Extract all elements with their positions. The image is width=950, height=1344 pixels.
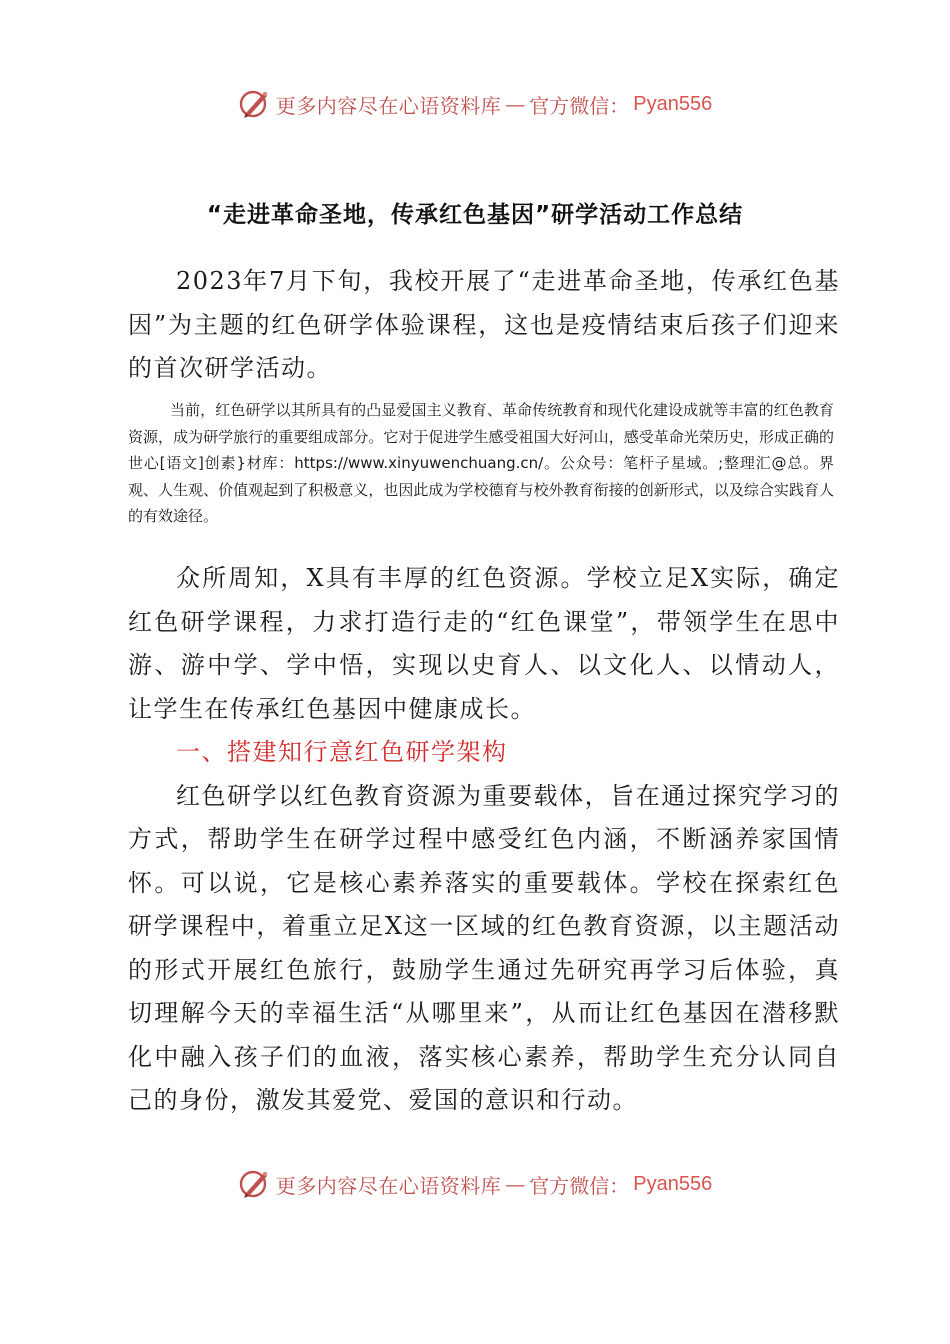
document-body-small — [128, 397, 834, 530]
header-banner-inner — [238, 87, 712, 121]
footer-banner-contact-label: 官方微信： — [529, 1173, 630, 1198]
header-banner — [0, 84, 950, 124]
document-body — [128, 260, 840, 391]
document-title: “走进革命圣地，传承红色基因”研学活动工作总结 — [206, 202, 744, 228]
footer-banner-inner — [238, 1167, 712, 1201]
footer-banner-contact-id: Pyan556 — [633, 1172, 713, 1195]
paragraph-3: 众所周知，X具有丰厚的红色资源。学校立足X实际，确定红色研学课程，力求打造行走的“红色课堂”，带领学生在思中游、游中学、学中悟，实现以史育人、以文化人、以情动人，让学生在传承红色基因中健康成长。 — [128, 564, 840, 723]
header-banner-text: 更多内容尽在心语资料库 — [275, 93, 502, 118]
header-banner-contact-label: 官方微信： — [529, 93, 630, 118]
header-banner-dash: — — [505, 92, 526, 116]
section-1-heading: 一、搭建知行意红色研学架构 — [176, 738, 508, 766]
pen-logo-icon — [238, 1167, 272, 1201]
document-body-2 — [128, 557, 840, 1123]
footer-banner-dash: — — [505, 1172, 526, 1196]
pen-logo-icon — [238, 87, 272, 121]
paragraph-4: 红色研学以红色教育资源为重要载体，旨在通过探究学习的方式，帮助学生在研学过程中感受红色内涵，不断涵养家国情怀。可以说，它是核心素养落实的重要载体。学校在探索红色研学课程中，着重立足X这一区域的红色教育资源，以主题活动的形式开展红色旅行，鼓励学生通过先研究再学习后体验，真切理解今天的幸福生活“从哪里来”，从而让红色基因在潜移默化中融入孩子们的血液，落实核心素养，帮助学生充分认同自己的身份，激发其爱党、爱国的意识和行动。 — [128, 781, 840, 1114]
header-banner-contact-id: Pyan556 — [633, 92, 713, 115]
paragraph-2: 当前，红色研学以其所具有的凸显爱国主义教育、革命传统教育和现代化建设成就等丰富的红色教育资源，成为研学旅行的重要组成部分。它对于促进学生感受祖国大好河山，感受革命光荣历史，形成正确的世心[语文]创素}材库：https://www.xinyuwenchuang.cn/。公众号：笔杆子星域。;整理汇@总。界观、人生观、价值观起到了积极意义，也因此成为学校德育与校外教育衔接的创新形式，以及综合实践育人的有效途径。 — [128, 401, 834, 525]
footer-banner-text: 更多内容尽在心语资料库 — [275, 1173, 502, 1198]
footer-banner — [0, 1164, 950, 1204]
paragraph-1: 2023年7月下旬，我校开展了“走进革命圣地，传承红色基因”为主题的红色研学体验课程，这也是疫情结束后孩子们迎来的首次研学活动。 — [128, 267, 840, 382]
